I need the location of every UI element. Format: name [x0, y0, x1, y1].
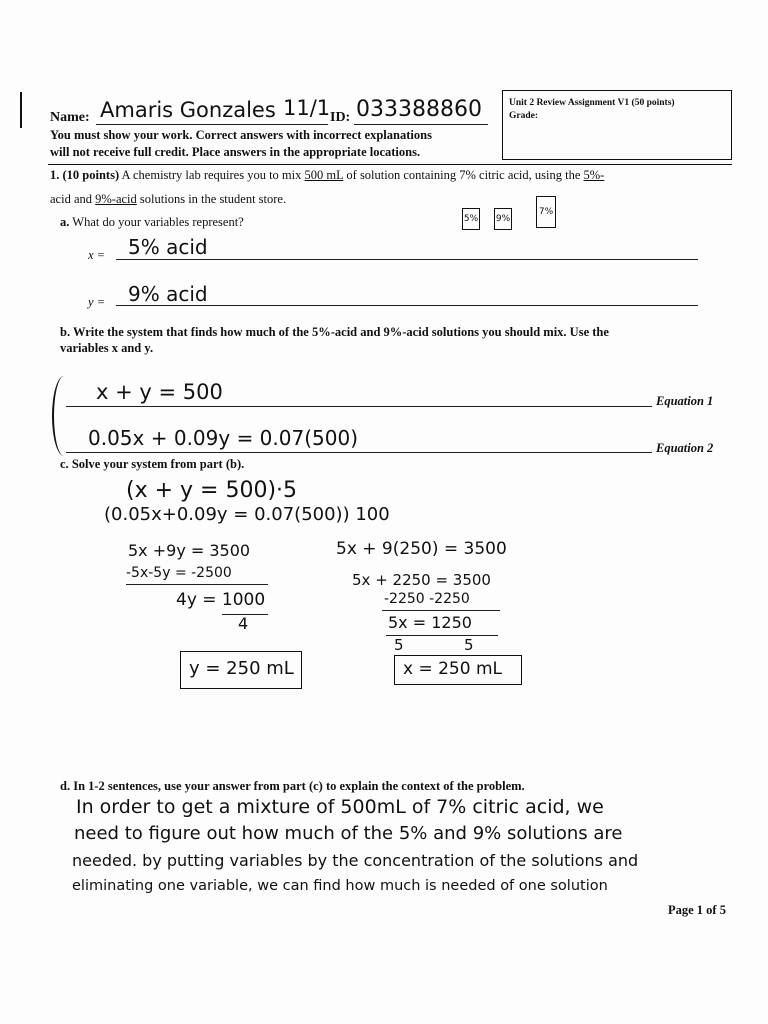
problem-text-volume: 500 mL: [304, 168, 344, 182]
margin-mark-9pct: [494, 208, 512, 230]
part-d-question: [60, 779, 525, 794]
part-c-question-text: Solve your system from part (b).: [71, 457, 245, 471]
name-underline: [96, 124, 328, 125]
y-final-answer: y = 250 mL: [189, 658, 294, 679]
page-number: Page 1 of 5: [668, 903, 726, 917]
margin-mark-5pct-text: 5%: [463, 214, 479, 224]
problem-text-2b: and: [70, 192, 96, 206]
margin-mark-7pct: [536, 196, 556, 228]
equation-1: x + y = 500: [96, 380, 223, 404]
work-right-2: 5x + 2250 = 3500: [352, 571, 491, 589]
margin-mark: [20, 92, 22, 128]
part-b-question-line-1: [60, 325, 609, 340]
name-value: Amaris Gonzales: [100, 98, 276, 122]
part-d-label: d.: [60, 779, 71, 793]
work-right-underline: [382, 610, 500, 611]
system-brace: [52, 376, 68, 456]
work-right-4-den-left: 5: [394, 636, 404, 654]
work-right-4-den-right: 5: [464, 636, 474, 654]
part-c-label: c.: [60, 457, 69, 471]
part-d-answer-line-2: need to figure out how much of the 5% and 9% solutions are: [74, 823, 623, 844]
part-a-question: [60, 215, 244, 230]
x-answer-line: [116, 259, 698, 260]
assignment-box: [502, 90, 732, 160]
y-answer: 9% acid: [128, 282, 208, 306]
x-answer: 5% acid: [128, 235, 208, 259]
part-b-question-text-1: Write the system that finds how much of the 5%-acid and 9%-acid solutions you should mix. Use the: [72, 325, 609, 339]
instructions-line-1: You must show your work. Correct answers with incorrect explanations: [50, 128, 432, 142]
margin-mark-7pct-text: 7%: [538, 207, 554, 217]
header-divider: [48, 164, 732, 165]
problem-text-1a: A chemistry lab requires you to mix: [119, 168, 305, 182]
part-c-question: [60, 457, 244, 472]
work-left-underline: [126, 584, 268, 585]
problem-points: (10 points): [62, 168, 120, 182]
x-label: x =: [88, 248, 106, 262]
y-answer-line: [116, 305, 698, 306]
problem-statement-line-2: [50, 192, 286, 207]
problem-text-2d: solutions in the student store.: [136, 192, 287, 206]
problem-text-1c: of solution containing 7% citric acid, using the: [343, 168, 584, 182]
assignment-title: Unit 2 Review Assignment V1 (50 points): [509, 98, 675, 108]
part-d-answer-line-3: needed. by putting variables by the concentration of the solutions and: [72, 851, 639, 870]
x-answer-box: [394, 655, 522, 685]
x-final-answer: x = 250 mL: [403, 659, 502, 679]
id-label: ID:: [330, 110, 351, 125]
part-b-label: b.: [60, 325, 71, 339]
part-d-answer-line-1: In order to get a mixture of 500mL of 7% citric acid, we: [76, 796, 604, 818]
id-value: 033388860: [356, 97, 482, 122]
margin-mark-5pct: [462, 208, 480, 230]
part-b-question-line-2: variables x and y.: [60, 341, 154, 355]
work-left-3: 4y = 1000: [176, 590, 266, 610]
equation-2: 0.05x + 0.09y = 0.07(500): [88, 426, 358, 450]
work-left-2: -5x-5y = -2500: [126, 565, 232, 581]
id-underline: [354, 124, 488, 125]
work-right-1: 5x + 9(250) = 3500: [336, 539, 507, 559]
grade-label: Grade:: [509, 111, 539, 121]
part-d-answer-line-4: eliminating one variable, we can find how much is needed of one solution: [72, 878, 608, 894]
problem-text-9pct: 9%-acid: [95, 192, 137, 206]
part-a-question-text: What do your variables represent?: [72, 215, 244, 229]
equation-1-label: Equation 1: [656, 394, 714, 408]
work-left-1: 5x +9y = 3500: [128, 541, 251, 560]
work-left-3-den: 4: [238, 614, 249, 633]
period-value: 11/1: [283, 96, 331, 120]
equation-1-line: [66, 406, 652, 407]
work-right-3: -2250 -2250: [384, 591, 470, 607]
problem-statement-line-1: [50, 168, 604, 183]
work-right-4: 5x = 1250: [388, 613, 472, 632]
equation-2-line: [66, 452, 652, 453]
work-line-2: (0.05x+0.09y = 0.07(500)) 100: [104, 504, 390, 525]
margin-mark-9pct-text: 9%: [495, 214, 511, 224]
instructions-line-2: will not receive full credit. Place answers in the appropriate locations.: [50, 145, 421, 159]
problem-number: 1.: [50, 168, 60, 182]
work-line-1: (x + y = 500)·5: [126, 478, 298, 503]
problem-text-2a: acid: [50, 192, 71, 206]
equation-2-label: Equation 2: [656, 441, 714, 455]
y-label: y =: [88, 295, 106, 309]
name-label: Name:: [50, 110, 90, 125]
problem-text-5pct: 5%-: [583, 168, 605, 182]
y-answer-box: [180, 651, 302, 689]
part-a-label: a.: [60, 215, 70, 229]
part-d-question-text: In 1-2 sentences, use your answer from part (c) to explain the context of the problem.: [73, 779, 525, 793]
